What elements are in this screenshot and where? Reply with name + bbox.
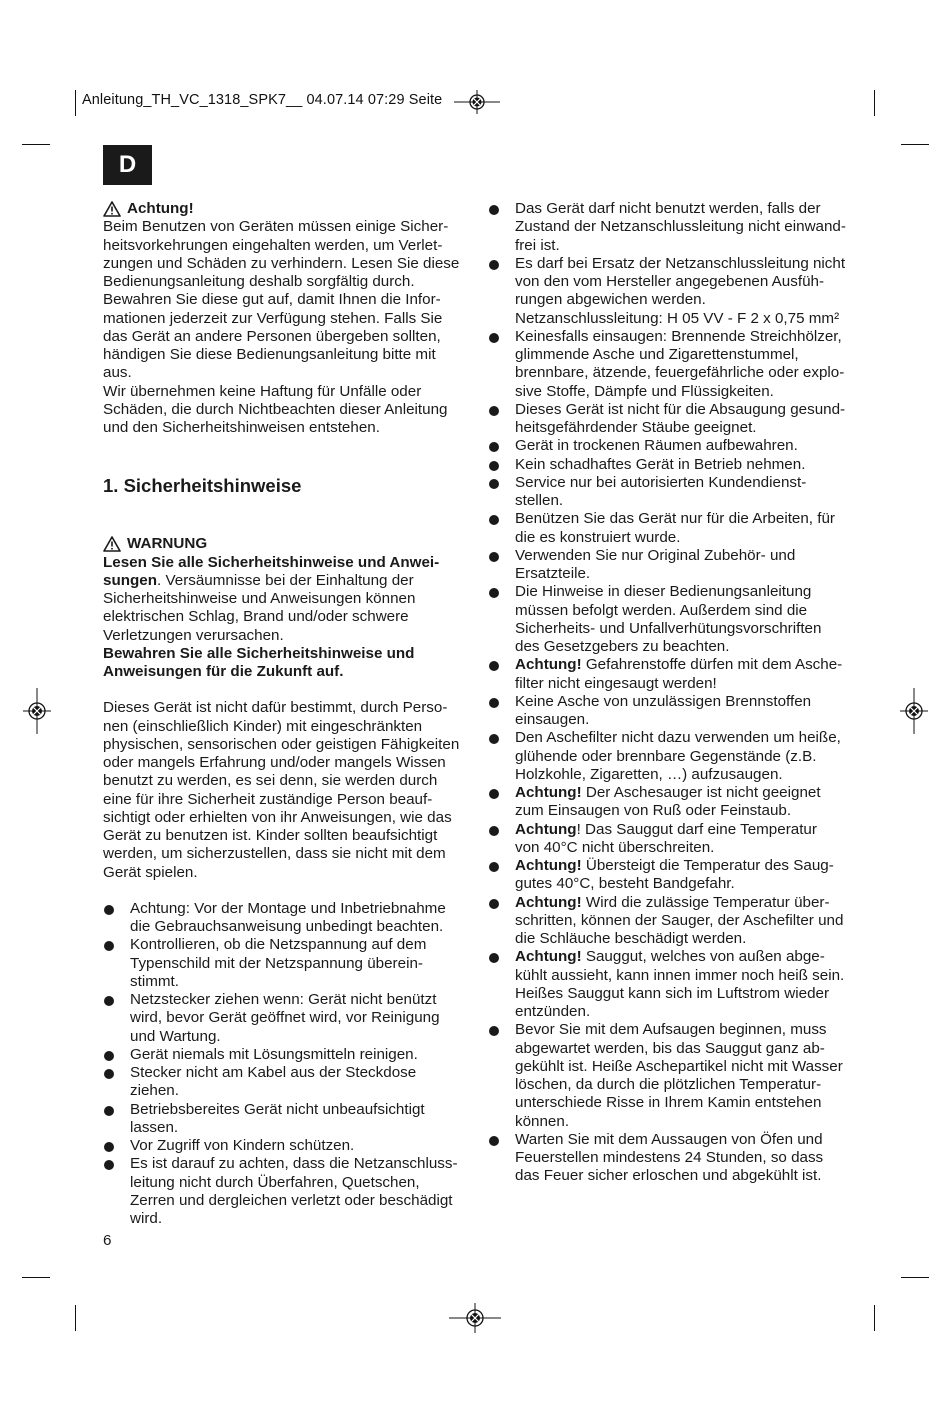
- text-line: leitung nicht durch Überfahren, Quetschen,: [130, 1173, 420, 1191]
- text-fragment: Wird die zulässige Temperatur über-: [581, 893, 830, 911]
- text-line: Kein schadhaftes Gerät in Betrieb nehmen.: [515, 455, 806, 473]
- text-line: Dieses Gerät ist nicht für die Absaugung gesund-: [515, 400, 846, 418]
- text-line: unterschiede Risse in Ihrem Kamin entstehen: [515, 1094, 822, 1112]
- bold-label: Achtung!: [515, 948, 582, 966]
- right-column: [488, 200, 860, 1186]
- list-item: [488, 729, 860, 784]
- text-line: [515, 784, 860, 802]
- text-line: das Feuer sicher erloschen und abgekühlt ist.: [515, 1167, 822, 1185]
- text-line: gekühlt ist. Heiße Aschepartikel nicht mit Wasser: [515, 1057, 843, 1075]
- text-line: werden, um sicherzustellen, dass sie nicht mit dem: [103, 845, 446, 863]
- list-item: [488, 583, 860, 656]
- crop-mark: [75, 90, 76, 116]
- text-line: Anweisungen für die Zukunft auf.: [103, 663, 344, 680]
- text-line: Die Hinweise in dieser Bedienungsanleitung: [515, 583, 812, 601]
- text-fragment: sungen: [103, 571, 158, 589]
- text-line: Ersatzteile.: [515, 565, 591, 582]
- list-item: [103, 936, 475, 991]
- text-line: Verletzungen verursachen.: [103, 626, 284, 644]
- list-item: [488, 784, 860, 821]
- text-line: Den Aschefilter nicht dazu verwenden um heiße,: [515, 729, 841, 747]
- text-line: ziehen.: [130, 1082, 179, 1100]
- registration-mark-icon: [900, 688, 928, 734]
- text-line: schritten, können der Sauger, der Aschefilter und: [515, 911, 844, 929]
- crop-mark: [22, 144, 50, 145]
- list-item: [103, 1064, 475, 1101]
- text-line: [515, 948, 860, 966]
- text-line: [515, 894, 860, 912]
- list-item: [488, 693, 860, 730]
- text-line: Bevor Sie mit dem Aufsaugen beginnen, muss: [515, 1021, 827, 1039]
- text-line: Verwenden Sie nur Original Zubehör- und: [515, 546, 796, 564]
- text-fragment: ! Das Sauggut darf eine Temperatur: [576, 820, 817, 838]
- warning-paragraph: [103, 554, 475, 682]
- text-line: Schäden, die durch Nichtbeachten dieser Anleitung: [103, 400, 448, 418]
- text-line: lassen.: [130, 1118, 179, 1136]
- list-item: [103, 900, 475, 937]
- text-fragment: Gefahrenstoffe dürfen mit dem Asche-: [581, 656, 843, 674]
- warning-heading: [103, 535, 475, 553]
- text-line: elektrischen Schlag, Brand und/oder schwere: [103, 608, 409, 626]
- text-line: Sicherheits- und Unfallverhütungsvorschriften: [515, 619, 822, 637]
- list-item: [488, 456, 860, 474]
- text-line: aus.: [103, 364, 132, 382]
- bold-label: Achtung: [515, 820, 577, 838]
- text-line: Service nur bei autorisierten Kundendienst-: [515, 473, 807, 491]
- text-line: entzünden.: [515, 1003, 591, 1020]
- text-line: händigen Sie diese Bedienungsanleitung bitte mit: [103, 346, 436, 363]
- text-line: [515, 656, 860, 674]
- list-item: [488, 474, 860, 511]
- text-line: sive Stoffe, Dämpfe und Flüssigkeiten.: [515, 382, 774, 400]
- text-line: Es darf bei Ersatz der Netzanschlussleitung nicht: [515, 254, 846, 272]
- text-line: heitsvorkehrungen eingehalten werden, um Verlet-: [103, 236, 443, 254]
- list-item: [103, 1101, 475, 1138]
- text-line: physischen, sensorischen oder geistigen Fähigkeiten: [103, 735, 460, 753]
- list-item: [488, 200, 860, 255]
- text-line: Beim Benutzen von Geräten müssen einige Sicher-: [103, 218, 449, 236]
- crop-mark: [75, 1305, 76, 1331]
- text-line: Vor Zugriff von Kindern schützen.: [130, 1137, 355, 1154]
- text-line: Bewahren Sie alle Sicherheitshinweise und: [103, 644, 415, 662]
- text-line: einsaugen.: [515, 711, 590, 728]
- text-line: stellen.: [515, 492, 564, 509]
- text-line: Keine Asche von unzulässigen Brennstoffen: [515, 692, 812, 710]
- list-item: [103, 1046, 475, 1064]
- intro-paragraph: [103, 218, 475, 437]
- text-line: heitsgefährdender Stäube geeignet.: [515, 419, 757, 436]
- text-line: Heißes Sauggut kann sich im Luftstrom wieder: [515, 984, 830, 1002]
- text-line: [515, 821, 860, 839]
- list-item: [488, 1021, 860, 1131]
- text-line: filter nicht eingesaugt werden!: [515, 674, 717, 692]
- text-line: Warten Sie mit dem Aussaugen von Öfen und: [515, 1130, 823, 1148]
- text-line: können.: [515, 1112, 570, 1130]
- list-item: [488, 821, 860, 858]
- text-line: glimmende Asche und Zigarettenstummel,: [515, 346, 799, 363]
- crop-mark: [874, 90, 875, 116]
- warning-triangle-icon: [103, 536, 121, 552]
- text-line: [515, 857, 860, 875]
- bold-label: Achtung!: [515, 784, 582, 801]
- left-bullet-list: [103, 900, 475, 1229]
- text-line: Gerät zu benutzen ist. Kinder sollten beaufsichtigt: [103, 827, 438, 844]
- list-item: [488, 255, 860, 328]
- text-line: frei ist.: [515, 236, 560, 254]
- crop-mark: [901, 1277, 929, 1278]
- text-line: die Schläuche beschädigt werden.: [515, 930, 747, 947]
- text-fragment: Der Aschesauger ist nicht geeignet: [581, 784, 821, 801]
- text-line: Stecker nicht am Kabel aus der Steckdose: [130, 1064, 417, 1081]
- text-line: wird.: [130, 1210, 163, 1227]
- text-line: Benützen Sie das Gerät nur für die Arbeiten, für: [515, 510, 835, 528]
- text-line: Achtung: Vor der Montage und Inbetriebnahme: [130, 899, 446, 917]
- list-item: [103, 991, 475, 1046]
- bold-label: Achtung!: [515, 857, 582, 874]
- text-line: Es ist darauf zu achten, dass die Netzanschluss-: [130, 1155, 458, 1173]
- left-column: [103, 200, 475, 1228]
- text-fragment: Sauggut, welches von außen abge-: [581, 948, 825, 966]
- text-line: Feuerstellen mindestens 24 Stunden, so dass: [515, 1149, 824, 1166]
- text-line: wird, bevor Gerät geöffnet wird, vor Reinigung: [130, 1009, 440, 1027]
- text-fragment: . Versäumnisse bei der Einhaltung der: [157, 571, 414, 589]
- text-line: Lesen Sie alle Sicherheitshinweise und Anwei-: [103, 553, 440, 571]
- language-badge: D: [103, 145, 152, 185]
- list-item: [488, 1131, 860, 1186]
- crop-mark: [901, 144, 929, 145]
- registration-mark-icon: [449, 1303, 501, 1333]
- bold-label: Achtung!: [515, 656, 582, 674]
- caution-heading: [103, 200, 475, 218]
- text-line: Bewahren Sie diese gut auf, damit Ihnen die Infor-: [103, 291, 441, 309]
- registration-mark-icon: [23, 688, 51, 734]
- list-item: [488, 547, 860, 584]
- text-line: abgewartet werden, bis das Sauggut ganz ab-: [515, 1039, 825, 1057]
- text-line: Netzstecker ziehen wenn: Gerät nicht benützt: [130, 991, 437, 1008]
- text-line: eine für ihre Sicherheit zuständige Person beauf-: [103, 790, 433, 808]
- section-heading: 1. Sicherheitshinweise: [103, 475, 302, 497]
- list-item: [488, 437, 860, 455]
- text-line: oder mangels Erfahrung und/oder mangels Wissen: [103, 754, 446, 771]
- print-slug-header: Anleitung_TH_VC_1318_SPK7__ 04.07.14 07:29 Seite: [82, 92, 443, 108]
- text-line: Typenschild mit der Netzspannung überein-: [130, 954, 423, 972]
- text-line: Kontrollieren, ob die Netzspannung auf dem: [130, 936, 427, 954]
- text-line: Gerät spielen.: [103, 863, 198, 881]
- list-item: [488, 656, 860, 693]
- text-line: zungen und Schäden zu verhindern. Lesen Sie diese: [103, 254, 460, 272]
- text-line: Keinesfalls einsaugen: Brennende Streichhölzer,: [515, 327, 842, 345]
- text-line: Holzkohle, Zigaretten, …) aufzusaugen.: [515, 765, 783, 783]
- text-line: nen (einschließlich Kinder) mit eingeschränkten: [103, 717, 423, 735]
- warning-triangle-icon: [103, 201, 121, 217]
- text-line: löschen, da durch die plötzlichen Temperatur-: [515, 1076, 822, 1093]
- crop-mark: [22, 1277, 50, 1278]
- page-number: 6: [103, 1232, 112, 1249]
- list-item: [488, 894, 860, 949]
- text-line: Dieses Gerät ist nicht dafür bestimmt, durch Perso-: [103, 699, 448, 717]
- text-line: die Gebrauchsanweisung unbedingt beachten.: [130, 918, 444, 935]
- list-item: [488, 328, 860, 401]
- text-line: Zerren und dergleichen verletzt oder beschädigt: [130, 1191, 453, 1209]
- text-line: brennbare, ätzende, feuergefährliche oder explo-: [515, 364, 845, 382]
- list-item: [488, 510, 860, 547]
- text-line: des Gesetzgebers zu beachten.: [515, 638, 730, 655]
- text-fragment: Übersteigt die Temperatur des Saug-: [581, 857, 834, 874]
- caution-title: Achtung!: [127, 200, 194, 217]
- text-line: kühlt aussieht, kann innen immer noch heiß sein.: [515, 966, 845, 984]
- text-line: und den Sicherheitshinweisen entstehen.: [103, 419, 380, 436]
- text-line: sichtigt oder erhielten von ihr Anweisungen, wie das: [103, 808, 452, 826]
- text-line: glühende oder brennbare Gegenstände (z.B.: [515, 747, 817, 765]
- text-line: benutzt zu werden, es sei denn, sie werden durch: [103, 772, 438, 790]
- list-item: [488, 948, 860, 1021]
- text-line: Das Gerät darf nicht benutzt werden, falls der: [515, 200, 821, 217]
- text-line: zum Einsaugen von Ruß oder Feinstaub.: [515, 802, 792, 820]
- text-line: Bedienungsanleitung deshalb sorgfältig durch.: [103, 273, 415, 290]
- text-line: stimmt.: [130, 972, 179, 990]
- list-item: [103, 1137, 475, 1155]
- bold-label: Achtung!: [515, 893, 582, 911]
- list-item: [488, 401, 860, 438]
- text-line: Netzanschlussleitung: H 05 VV - F 2 x 0,75 mm²: [515, 309, 840, 327]
- text-line: die es konstruiert wurde.: [515, 528, 681, 546]
- warning-title: WARNUNG: [127, 535, 208, 553]
- list-item: [488, 857, 860, 894]
- registration-mark-icon: [454, 90, 500, 114]
- text-line: Gerät in trockenen Räumen aufbewahren.: [515, 437, 798, 455]
- text-line: von den vom Hersteller angegebenen Ausfüh-: [515, 273, 825, 290]
- text-line: Wir übernehmen keine Haftung für Unfälle oder: [103, 382, 422, 400]
- text-line: müssen befolgt werden. Außerdem sind die: [515, 601, 808, 619]
- text-line: mationen jederzeit zur Verfügung stehen. Falls Sie: [103, 309, 443, 327]
- text-line: Sicherheitshinweise und Anweisungen können: [103, 590, 416, 607]
- list-item: [103, 1155, 475, 1228]
- text-line: rungen abgewichen werden.: [515, 291, 706, 309]
- text-line: Gerät niemals mit Lösungsmitteln reinigen.: [130, 1045, 418, 1063]
- text-line: gutes 40°C, besteht Bandgefahr.: [515, 875, 735, 893]
- right-bullet-list: [488, 200, 860, 1186]
- text-line: Betriebsbereites Gerät nicht unbeaufsichtigt: [130, 1100, 425, 1118]
- crop-mark: [874, 1305, 875, 1331]
- text-line: Zustand der Netzanschlussleitung nicht einwand-: [515, 218, 846, 236]
- children-paragraph: [103, 699, 475, 882]
- text-line: von 40°C nicht überschreiten.: [515, 838, 715, 856]
- text-line: das Gerät an andere Personen übergeben sollten,: [103, 327, 441, 345]
- text-line: und Wartung.: [130, 1027, 221, 1045]
